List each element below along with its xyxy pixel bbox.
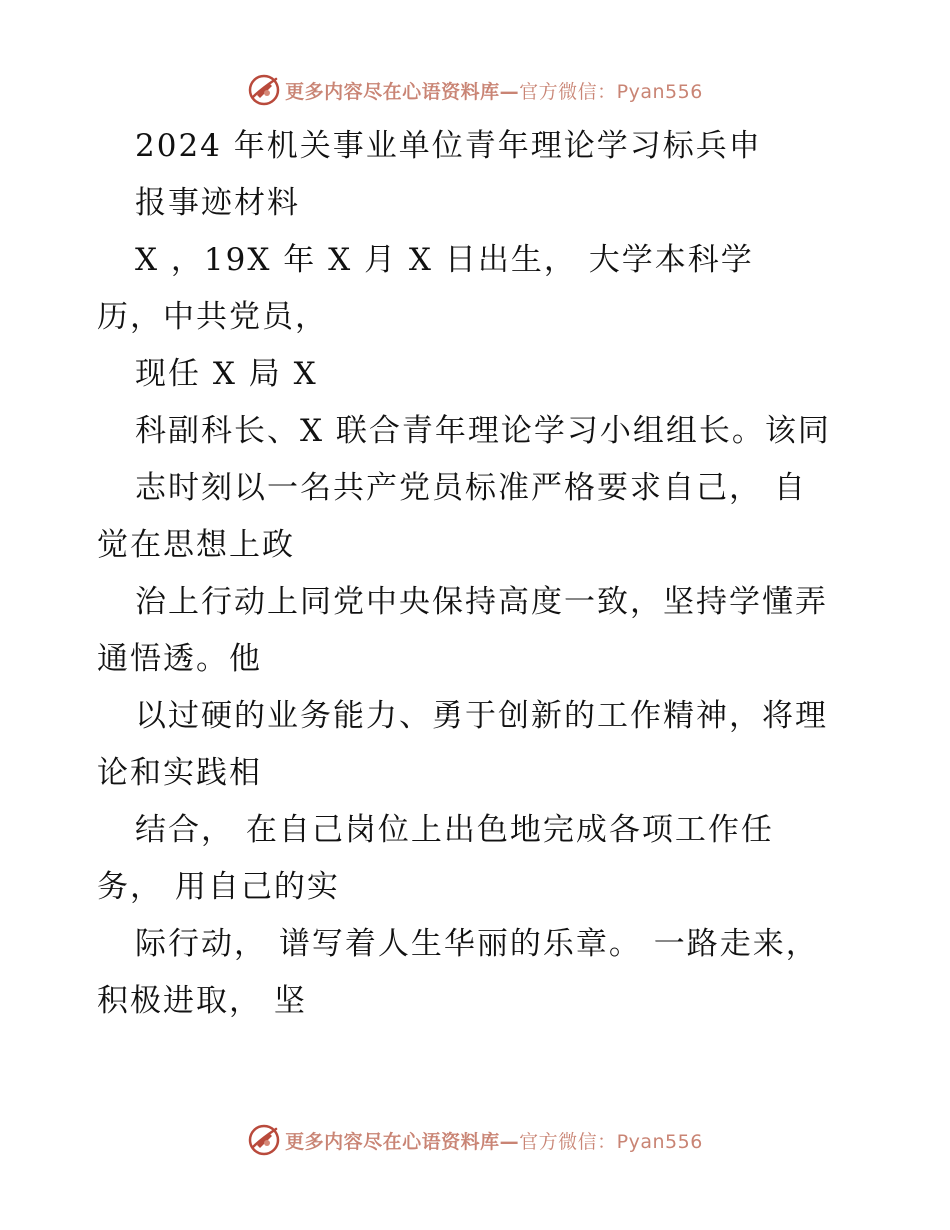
- footer-banner-title: 更多内容尽在心语资料库: [285, 1130, 500, 1153]
- doc-line-8: 觉在思想上政: [97, 527, 295, 563]
- header-banner-wechat: 官方微信：Pyan556: [519, 80, 703, 103]
- doc-line-5: 现任 X 局 X: [135, 356, 318, 392]
- doc-line-4: 历，中共党员，: [97, 299, 328, 335]
- header-banner-text: [285, 77, 703, 104]
- doc-line-14: 务， 用自己的实: [97, 869, 340, 905]
- doc-line-6: 科副科长、X 联合青年理论学习小组组长。该同: [135, 413, 831, 449]
- doc-line-9: 治上行动上同党中央保持高度一致，坚持学懂弄: [135, 584, 828, 620]
- doc-line-12: 论和实践相: [97, 755, 262, 791]
- header-banner: [0, 70, 950, 110]
- header-banner-separator: —: [499, 80, 520, 103]
- doc-line-13: 结合， 在自己岗位上出色地完成各项工作任: [135, 812, 774, 848]
- footer-banner: [0, 1120, 950, 1160]
- pen-logo-icon: [247, 73, 281, 107]
- doc-line-3: X ，19X 年 X 月 X 日出生， 大学本科学: [135, 242, 754, 278]
- document-body: [97, 118, 877, 1030]
- footer-banner-inner: [247, 1123, 703, 1157]
- doc-title-line-2: 报事迹材料: [135, 185, 300, 221]
- header-banner-inner: [247, 73, 703, 107]
- doc-line-10: 通悟透。他: [97, 641, 262, 677]
- doc-line-16: 积极进取， 坚: [97, 983, 307, 1019]
- footer-banner-text: [285, 1127, 703, 1154]
- doc-line-7: 志时刻以一名共产党员标准严格要求自己， 自: [135, 470, 807, 506]
- header-banner-title: 更多内容尽在心语资料库: [285, 80, 500, 103]
- pen-logo-icon: [247, 1123, 281, 1157]
- doc-line-15: 际行动， 谱写着人生华丽的乐章。 一路走来，: [135, 926, 819, 962]
- doc-title-line-1: 2024 年机关事业单位青年理论学习标兵申: [135, 128, 762, 164]
- footer-banner-separator: —: [499, 1130, 520, 1153]
- doc-line-11: 以过硬的业务能力、勇于创新的工作精神，将理: [135, 698, 828, 734]
- footer-banner-wechat: 官方微信：Pyan556: [519, 1130, 703, 1153]
